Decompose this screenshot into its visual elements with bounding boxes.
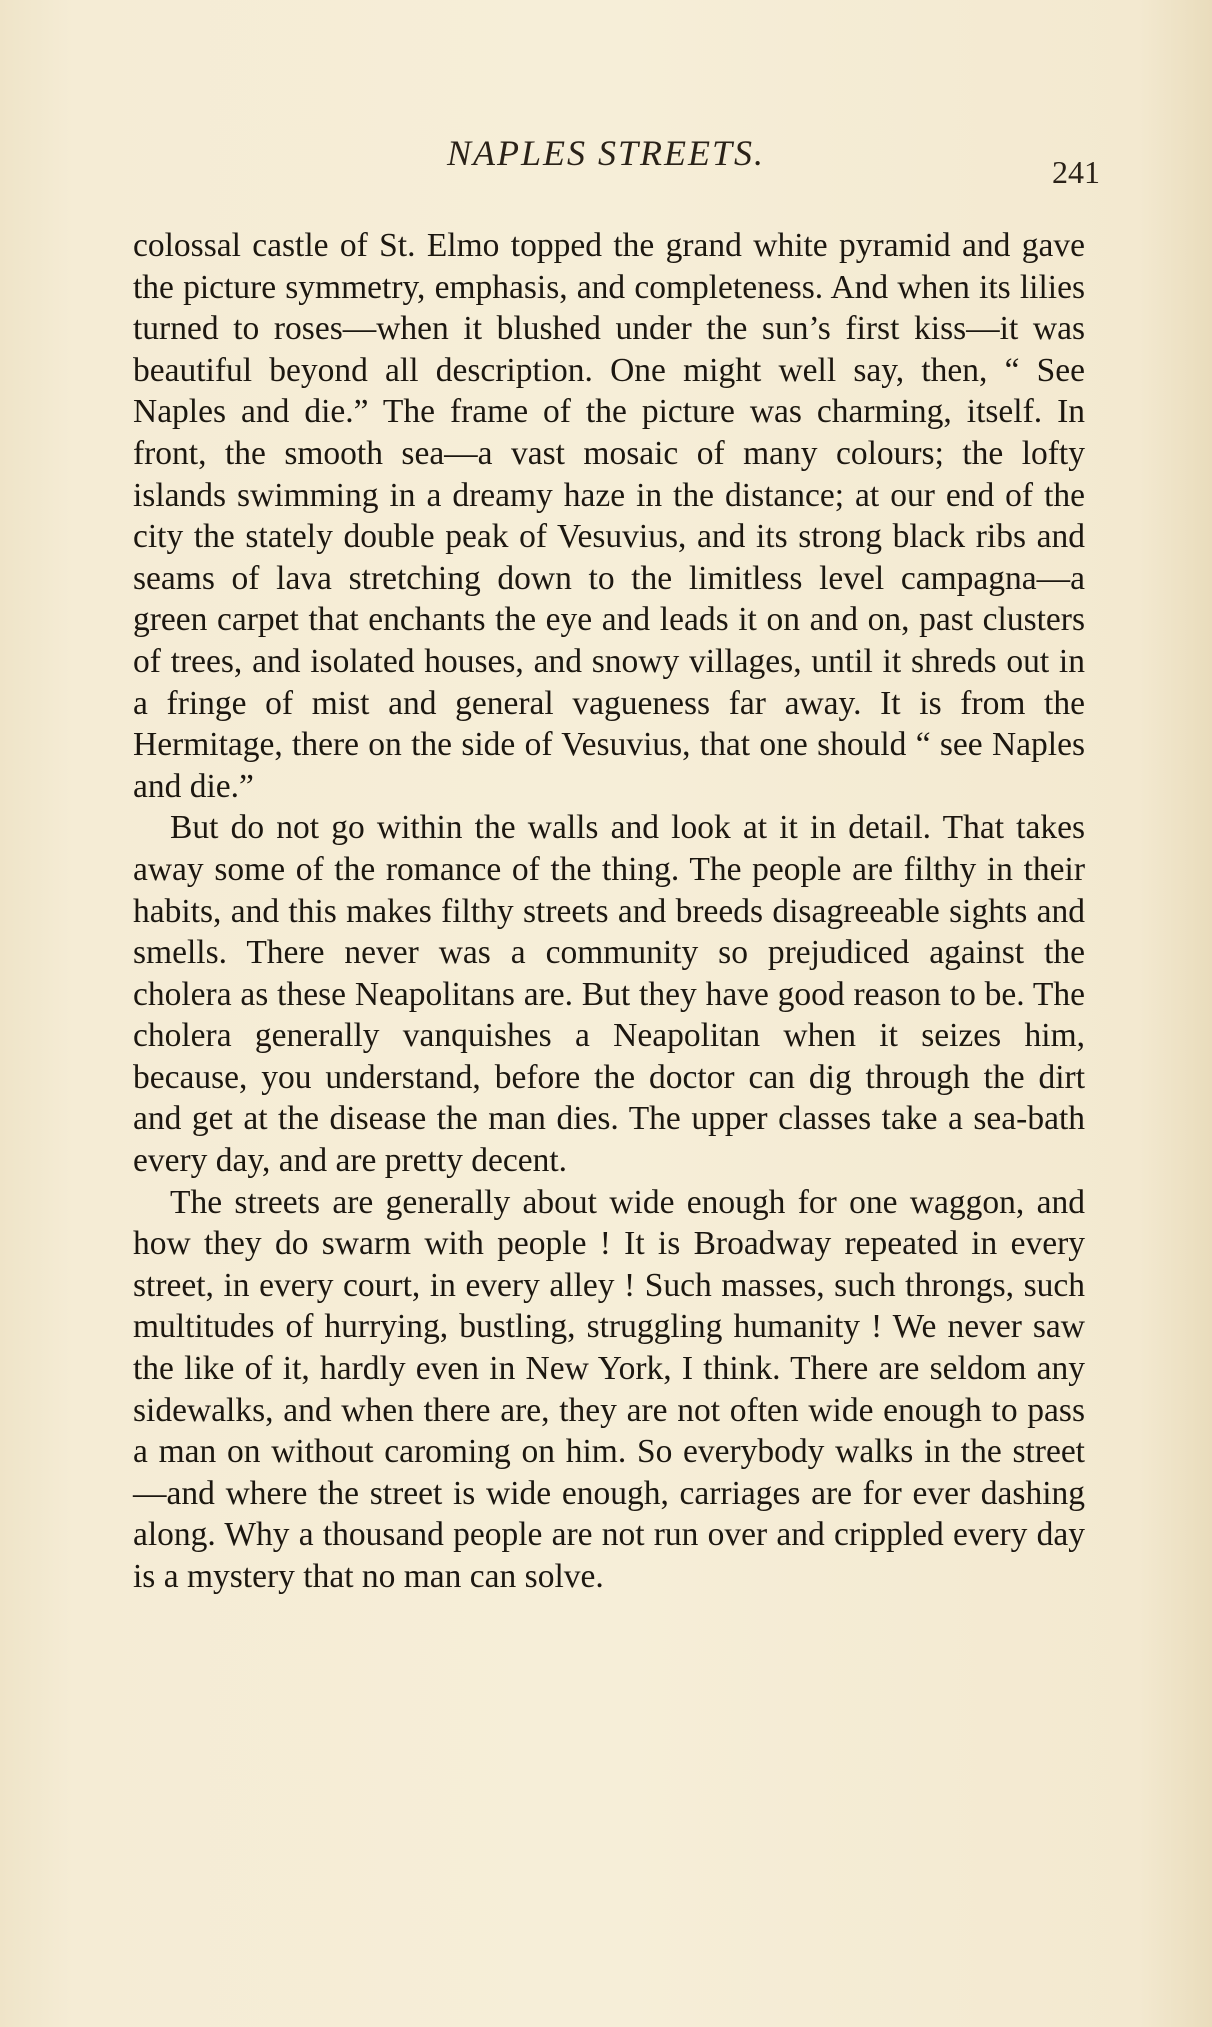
paragraph: But do not go within the walls and look at it in detail. That takes away some of the romance of the thing. The people are filthy in their habits, and this makes filthy streets and breeds disagreeable sights and smells. There never was a community so prejudiced against the cholera as these Neapolitans are. But they have good reason to be. The cholera generally vanquishes a Neapolitan when it seizes him, because, you understand, before the doctor can dig through the dirt and get at the disease the man dies. The upper classes take a sea-bath every day, and are pretty decent. — [133, 809, 1085, 1180]
body-text — [133, 225, 1085, 1598]
running-title: NAPLES STREETS. — [446, 133, 766, 173]
paragraph-continued: colossal castle of St. Elmo topped the grand white pyramid and gave the picture symmetry, emphasis, and completeness. And when its lilies turned to roses—when it blushed under the sun’s first kiss—it was beautiful beyond all description. One might well say, then, “ See Naples and die.” The frame of the picture was charming, itself. In front, the smooth sea—a vast mosaic of many colours; the lofty islands swimming in a dreamy haze in the distance; at our end of the city the stately double peak of Vesuvius, and its strong black ribs and seams of lava stretching down to the limitless level campagna—a green carpet that enchants the eye and leads it on and on, past clusters of trees, and isolated houses, and snowy villages, until it shreds out in a fringe of mist and general vagueness far away. It is from the Hermitage, there on the side of Vesuvius, that one should “ see Naples and die.” — [133, 227, 1085, 805]
page-number: 241 — [1052, 154, 1100, 190]
paragraph: The streets are generally about wide enough for one waggon, and how they do swarm with people ! It is Broadway repeated in every street, in every court, in every alley ! Such masses, such throngs, such multitudes of hurrying, bustling, struggling humanity ! We never saw the like of it, hardly even in New York, I think. There are seldom any sidewalks, and when there are, they are not often wide enough to pass a man on without caroming on him. So everybody walks in the street—and where the street is wide enough, carriages are for ever dashing along. Why a thousand people are not run over and crippled every day is a mystery that no man can solve. — [133, 1183, 1085, 1595]
